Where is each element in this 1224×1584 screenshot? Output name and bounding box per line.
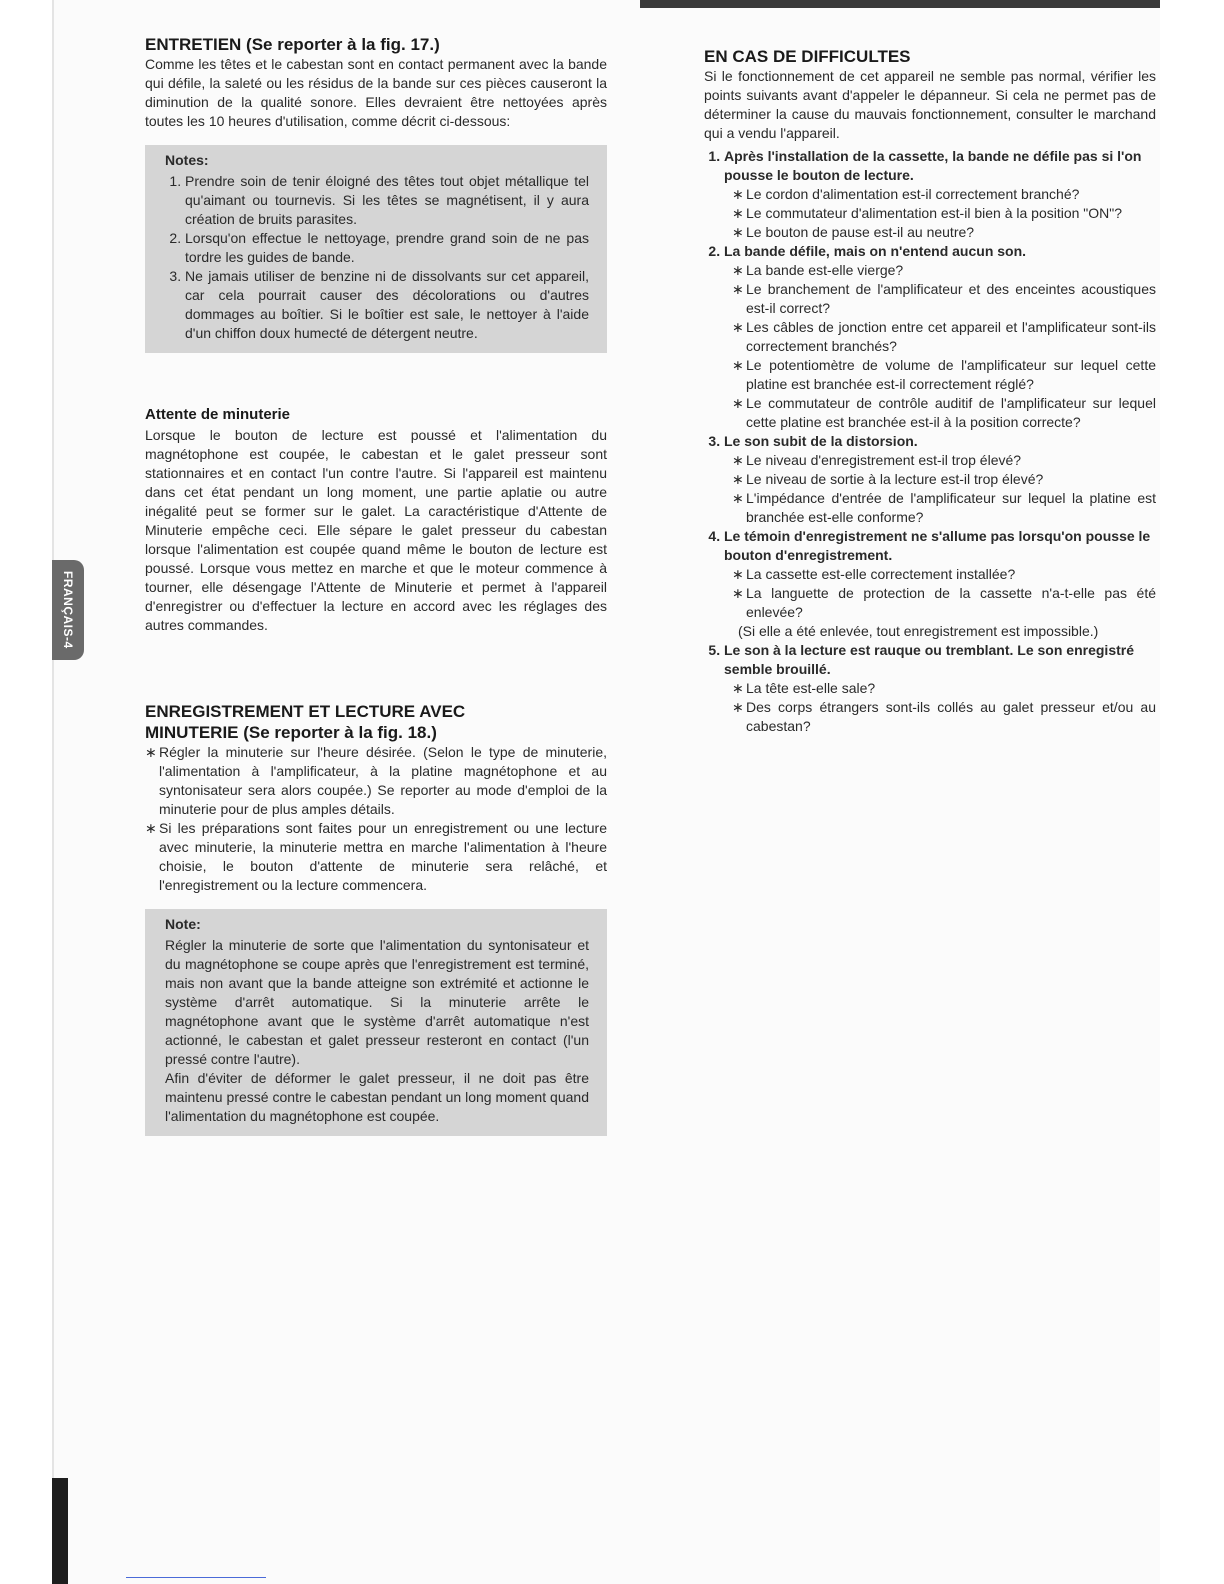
trouble-question: 5. Le son à la lecture est rauque ou tremblant. Le son enregistré semble brouillé. [724, 642, 1134, 677]
trouble-check: ∗ L'impédance d'entrée de l'amplificateur sur lequel la platine est branchée est-elle conforme? [732, 489, 1156, 527]
trouble-item [724, 242, 1156, 432]
enregistrement-note-p1: Régler la minuterie de sorte que l'alimentation du syntonisateur et du magnétophone se coupe après que l'enregistrement est terminé, mais non avant que la bande atteigne son extrémité et actionne le système d'arrêt automatique. Si la minuterie arrête le magnétophone avant que le système d'arrêt automatique n'est actionné, le cabestan et galet presseur resteront en contact (l'un pressé contre l'autre). [165, 937, 589, 1067]
entretien-notes-list [165, 172, 589, 343]
trouble-question: 4. Le témoin d'enregistrement ne s'allume pas lorsqu'on pousse le bouton d'enregistrement. [724, 528, 1151, 563]
entretien-heading: ENTRETIEN (Se reporter à la fig. 17.) [145, 35, 440, 54]
trouble-question: 2. La bande défile, mais on n'entend aucun son. [724, 243, 1027, 259]
entretien-notes-title: Notes: [165, 152, 209, 168]
left-column [145, 34, 607, 1136]
trouble-check: ∗ Le cordon d'alimentation est-il correctement branché? [732, 185, 1156, 204]
trouble-remark: (Si elle a été enlevée, tout enregistrement est impossible.) [738, 623, 1099, 639]
trouble-check: ∗ Le potentiomètre de volume de l'amplificateur sur lequel cette platine est branchée est-il correctement réglé? [732, 356, 1156, 394]
trouble-item [724, 527, 1156, 641]
trouble-item [724, 147, 1156, 242]
enregistrement-list [145, 743, 607, 895]
enregistrement-heading-line1: ENREGISTREMENT ET LECTURE AVEC [145, 702, 466, 721]
trouble-question: 3. Le son subit de la distorsion. [724, 433, 918, 449]
trouble-checks [724, 451, 1156, 527]
trouble-item [724, 432, 1156, 527]
trouble-check: ∗ Des corps étrangers sont-ils collés au galet presseur et/ou au cabestan? [732, 698, 1156, 736]
difficultes-heading: EN CAS DE DIFFICULTES [704, 47, 911, 66]
enregistrement-item-1: ∗ Régler la minuterie sur l'heure désirée. (Selon le type de minuterie, l'alimentation à l'amplificateur, à la platine magnétophone et au syntonisateur sera alors coupée.) Se reporter au mode d'emploi de la minuterie pour de plus amples détails. [145, 743, 607, 819]
enregistrement-note-p2: Afin d'éviter de déformer le galet presseur, il ne doit pas être maintenu pressé contre le cabestan pendant un long moment quand l'alimentation du magnétophone est coupée. [165, 1070, 589, 1124]
right-column [704, 46, 1156, 736]
side-tab-label: FRANÇAIS-4 [61, 571, 75, 649]
entretien-body: Comme les têtes et le cabestan sont en contact permanent avec la bande qui défile, la saleté ou les résidus de la bande sur ces pièces causeront la diminution de la qualité sonore. Elles devraient être nettoyées après toutes les 10 heures d'utilisation, comme décrit ci-dessous: [145, 56, 607, 129]
enregistrement-item-2: ∗ Si les préparations sont faites pour un enregistrement ou une lecture avec minuterie, la minuterie mettra en marche l'alimentation à l'heure choisie, le bouton d'attente de minuterie sera relâché, et l'enregistrement ou la lecture commencera. [145, 819, 607, 895]
scan-margin-right [1160, 0, 1224, 1584]
entretien-note-1: 1. Prendre soin de tenir éloigné des têtes tout objet métallique tel qu'aimant ou tournevis. Si les têtes se magnétisent, il y aura création de bruits parasites. [185, 172, 589, 229]
trouble-check: ∗ Le niveau de sortie à la lecture est-il trop élevé? [732, 470, 1156, 489]
trouble-check: ∗ La cassette est-elle correctement installée? [732, 565, 1156, 584]
entretien-note-3: 3. Ne jamais utiliser de benzine ni de dissolvants sur cet appareil, car cela pourrait causer des décolorations ou d'autres dommages au boîtier. Si le boîtier est sale, le nettoyer à l'aide d'un chiffon doux humecté de détergent neutre. [185, 267, 589, 343]
attente-body: Lorsque le bouton de lecture est poussé et l'alimentation du magnétophone est coupée, le cabestan et le galet presseur sont stationnaires et en contact l'un contre l'autre. Si l'appareil est maintenu dans cet état pendant un long moment, une partie aplatie ou autre inégalité peut se former sur le galet. La caractéristique d'Attente de Minuterie empêche ceci. Elle sépare le galet presseur du cabestan lorsque l'alimentation est coupée quand même le bouton de lecture est poussé. Lorsque vous mettez en marche et que le moteur commence à tourner, elle désengage l'Attente de Minuterie et permet à l'appareil d'enregistrer ou d'effectuer la lecture en accord avec les réglages des autres commandes. [145, 427, 607, 633]
trouble-checks [724, 261, 1156, 432]
trouble-check: ∗ La bande est-elle vierge? [732, 261, 1156, 280]
scan-top-edge [640, 0, 1160, 8]
scan-margin-left [0, 0, 52, 1584]
section-enregistrement [145, 701, 607, 1136]
trouble-checks [724, 185, 1156, 242]
trouble-check: ∗ Le commutateur d'alimentation est-il bien à la position "ON"? [732, 204, 1156, 223]
enregistrement-note-title: Note: [165, 916, 201, 932]
scan-page-edge [52, 0, 54, 1584]
trouble-check: ∗ Le niveau d'enregistrement est-il trop élevé? [732, 451, 1156, 470]
attente-heading: Attente de minuterie [145, 406, 291, 423]
scan-binding-shadow [52, 1478, 68, 1584]
trouble-question: 1. Après l'installation de la cassette, la bande ne défile pas si l'on pousse le bouton de lecture. [724, 148, 1142, 183]
trouble-check: ∗ Les câbles de jonction entre cet appareil et l'amplificateur sont-ils correctement branchés? [732, 318, 1156, 356]
trouble-check: ∗ Le branchement de l'amplificateur et des enceintes acoustiques est-il correct? [732, 280, 1156, 318]
entretien-notes-box [145, 145, 607, 353]
enregistrement-heading-line2: MINUTERIE (Se reporter à la fig. 18.) [145, 723, 437, 742]
trouble-check: ∗ La tête est-elle sale? [732, 679, 1156, 698]
trouble-checks [724, 679, 1156, 736]
trouble-check: ∗ La languette de protection de la cassette n'a-t-elle pas été enlevée? [732, 584, 1156, 622]
trouble-item [724, 641, 1156, 736]
enregistrement-note-box [145, 909, 607, 1136]
trouble-check: ∗ Le commutateur de contrôle auditif de l'amplificateur sur lequel cette platine est branchée est-il à la position correcte? [732, 394, 1156, 432]
scan-link-line [126, 1577, 266, 1578]
section-entretien [145, 34, 607, 353]
section-attente [145, 405, 607, 635]
difficultes-intro: Si le fonctionnement de cet appareil ne semble pas normal, vérifier les points suivants avant d'appeler le dépanneur. Si cela ne permet pas de déterminer la cause du mauvais fonctionnement, consulter le marchand qui a vendu l'appareil. [704, 68, 1156, 141]
language-side-tab [52, 560, 84, 660]
entretien-note-2: 2. Lorsqu'on effectue le nettoyage, prendre grand soin de ne pas tordre les guides de bande. [185, 229, 589, 267]
trouble-check: ∗ Le bouton de pause est-il au neutre? [732, 223, 1156, 242]
trouble-checks [724, 565, 1156, 622]
trouble-list [704, 147, 1156, 736]
